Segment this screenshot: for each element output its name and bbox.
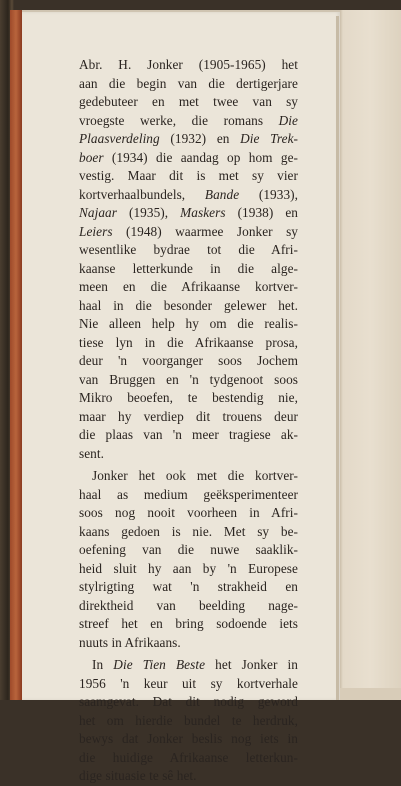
italic-title: Die Tien Beste	[113, 657, 206, 672]
text-line: het om hierdie bundel te herdruk,	[79, 712, 298, 728]
text-line: kortverhaalbundels, Bande (1933),	[79, 186, 299, 202]
text-line: bewys dat Jonker beslis nog iets in	[79, 731, 298, 746]
text-line: Plaasverdeling (1932) en Die Trek-	[79, 131, 299, 146]
text-line: Mikro beoefen, te bestendig nie,	[79, 390, 298, 405]
text-line: haal as medium geëksperimenteer	[79, 486, 298, 502]
text-line: soos nog nooit voorheen in Afri-	[79, 505, 298, 520]
text-line: oefening van die nuwe saaklik-	[79, 542, 298, 557]
text-line: vroegste werke, die romans Die	[79, 112, 298, 128]
italic-title: Najaar	[79, 205, 117, 220]
text-line: boer (1934) die aandag op hom ge-	[79, 149, 298, 165]
text-line: streef het en bring sodoende iets	[79, 616, 298, 631]
book-spine	[10, 10, 22, 700]
text-line: gedebuteer en met twee van sy	[79, 94, 298, 109]
text-line: maar hy verdiep dit trouens deur	[79, 408, 298, 424]
text-line: vestig. Maar dit is met sy vier	[79, 168, 298, 183]
text-line: dige situasie te sê het.	[79, 768, 197, 783]
italic-title: Die Trek-	[240, 131, 299, 146]
text-line: saamgevat. Dat dit nodig geword	[79, 694, 298, 709]
italic-title: Maskers	[180, 205, 226, 220]
text-line: heid sluit hy aan by 'n Europese	[79, 560, 298, 576]
text-line: wesentlike bydrae tot die Afri-	[79, 242, 298, 257]
text-line: Najaar (1935), Maskers (1938) en	[79, 205, 298, 220]
text-line: direktheid van beelding nage-	[79, 597, 298, 613]
text-line: nuuts in Afrikaans.	[79, 634, 181, 650]
flap-bottom-corner	[340, 688, 401, 700]
italic-title: boer	[79, 149, 104, 165]
text-line: tiese lyn in die Afrikaanse prosa,	[79, 334, 298, 350]
text-line: aan die begin van die dertigerjare	[79, 75, 298, 91]
blurb-text	[79, 56, 298, 786]
text-line: Jonker het ook met die kortver-	[92, 468, 298, 483]
text-line: meen en die Afrikaanse kortver-	[79, 279, 298, 294]
flap-fold-edge	[336, 16, 339, 700]
text-line: Leiers (1948) waarmee Jonker sy	[79, 223, 298, 239]
text-line: haal in die besonder gelewer het.	[79, 297, 298, 313]
dust-jacket-flap	[340, 10, 401, 700]
text-line: Nie alleen help hy om die realis-	[79, 316, 298, 331]
italic-title: Plaasverdeling	[79, 131, 160, 146]
text-line: stylrigting wat 'n strakheid en	[79, 579, 298, 594]
italic-title: Die	[278, 112, 298, 128]
text-line: die huidige Afrikaanse letterkun-	[79, 749, 298, 765]
italic-title: Leiers	[79, 223, 113, 239]
italic-title: Bande	[204, 186, 240, 202]
text-line: die plaas van 'n meer tragiese ak-	[79, 427, 298, 442]
text-line: van Bruggen en 'n tydgenoot soos	[79, 371, 298, 387]
text-line: In Die Tien Beste het Jonker in	[92, 657, 298, 672]
text-line: kaans gedoen is nie. Met sy be-	[79, 523, 298, 539]
text-line: Abr. H. Jonker (1905-1965) het	[79, 57, 298, 72]
text-line: kaanse letterkunde in die alge-	[79, 260, 298, 276]
text-line: deur 'n voorganger soos Jochem	[79, 353, 298, 368]
text-line: sent.	[79, 445, 104, 461]
text-line: 1956 'n keur uit sy kortverhale	[79, 675, 298, 691]
